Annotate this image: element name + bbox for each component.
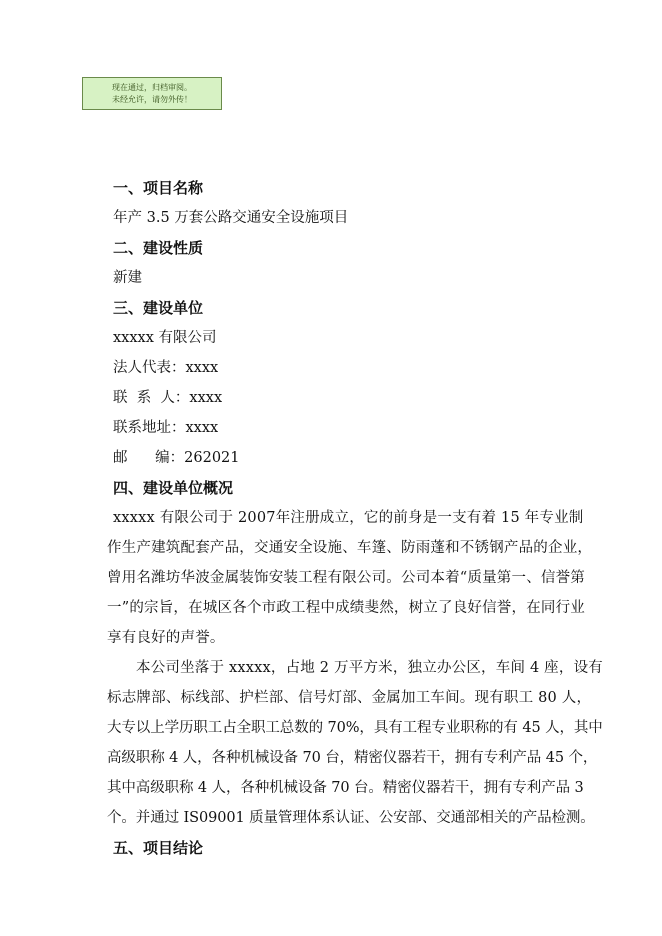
project-name: 年产 3.5 万套公路交通安全设施项目: [113, 210, 349, 226]
paragraph-line: 曾用名潍坊华波金属装饰安装工程有限公司。公司本着“质量第一、信誉第: [107, 570, 586, 586]
section-5-heading: 五、项目结论: [113, 839, 204, 857]
section-3-heading: 三、建设单位: [113, 299, 204, 317]
postcode: 邮 编：262021: [113, 450, 240, 466]
paragraph-line: 享有良好的声誉。: [107, 630, 225, 646]
construction-nature: 新建: [113, 270, 142, 286]
section-4-heading: 四、建设单位概况: [113, 479, 234, 497]
stamp-line-1: 现在通过，归档审阅。: [112, 83, 192, 92]
approval-stamp: [82, 77, 222, 110]
legal-representative: 法人代表：xxxx: [113, 360, 219, 376]
paragraph-line: 标志牌部、标线部、护栏部、信号灯部、金属加工车间。现有职工 80 人，: [107, 690, 592, 706]
company-overview-paragraph-1: [107, 503, 603, 653]
paragraph-line: 其中高级职称 4 人，各种机械设备 70 台。精密仪器若干，拥有专利产品 3: [107, 780, 584, 796]
paragraph-line: 大专以上学历职工占全职工总数的 70%，具有工程专业职称的有 45 人，其中: [107, 720, 603, 736]
paragraph-line: 本公司坐落于 xxxxx，占地 2 万平方米，独立办公区，车间 4 座，设有: [136, 660, 603, 676]
paragraph-line: 一”的宗旨，在城区各个市政工程中成绩斐然，树立了良好信誉，在同行业: [107, 600, 586, 616]
company-overview-paragraph-2: [107, 653, 603, 833]
contact-address: 联系地址：xxxx: [113, 420, 219, 436]
section-1-heading: 一、项目名称: [113, 179, 204, 197]
paragraph-line: xxxxx 有限公司于 2007年注册成立，它的前身是一支有着 15 年专业制: [113, 510, 584, 526]
document-body: [107, 173, 603, 863]
contact-person: 联 系 人：xxxx: [113, 390, 223, 406]
paragraph-line: 高级职称 4 人，各种机械设备 70 台，精密仪器若干，拥有专利产品 45 个，: [107, 750, 598, 766]
company-name: xxxxx 有限公司: [113, 330, 217, 346]
section-2-heading: 二、建设性质: [113, 239, 204, 257]
paragraph-line: 个。并通过 IS09001 质量管理体系认证、公安部、交通部相关的产品检测。: [107, 810, 595, 826]
stamp-line-2: 未经允许，请勿外传！: [112, 95, 192, 104]
paragraph-line: 作生产建筑配套产品，交通安全设施、车篷、防雨蓬和不锈钢产品的企业，: [107, 540, 593, 556]
